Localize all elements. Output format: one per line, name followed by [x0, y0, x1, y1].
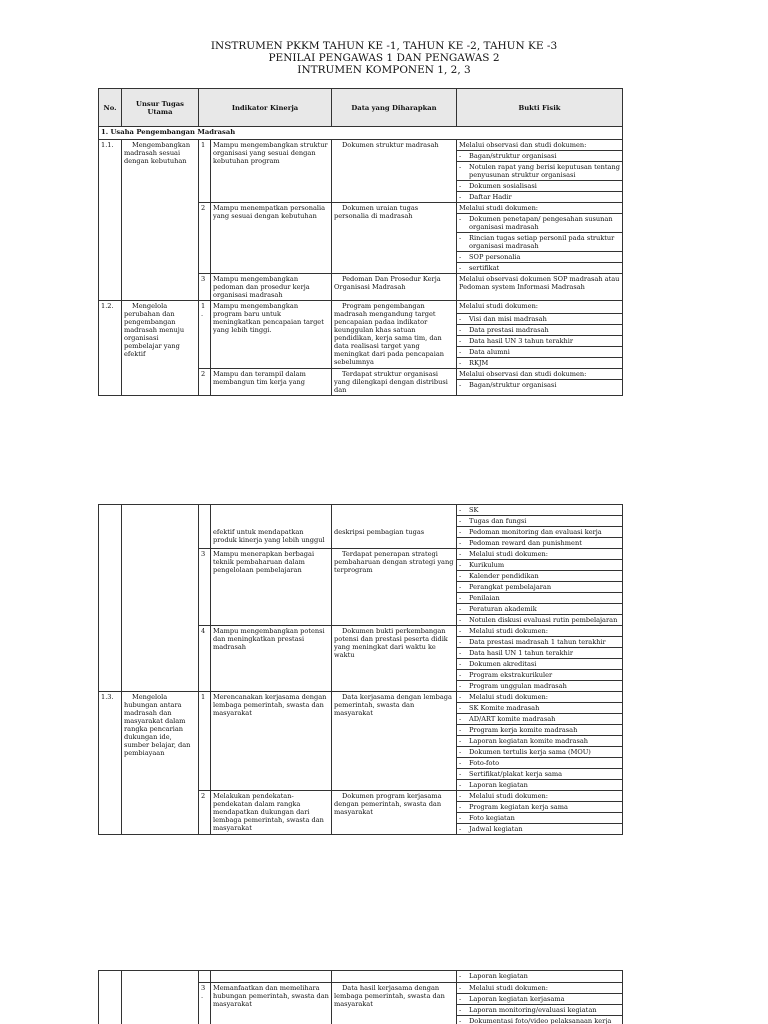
indicator-text: Mampu menerapkan berbagai teknik pembaharuan dalam pengelolaan pembelajaran [211, 549, 332, 626]
unsur-text: Mengembangkan madrasah sesuai dengan kebutuhan [122, 140, 199, 301]
list-item: - Melalui studi dokumen: [457, 692, 622, 703]
list-item: - Pedoman monitoring dan evaluasi kerja [457, 527, 622, 538]
list-item: - Data prestasi madrasah [457, 325, 622, 336]
evidence-heading: Melalui studi dokumen: [457, 301, 622, 314]
list-item: - Sertifikat/plakat kerja sama [457, 769, 622, 780]
list-item: - Kurikulum [457, 560, 622, 571]
evidence-cell [457, 549, 623, 626]
indicator-text: Mampu mengembangkan pedoman dan prosedur kerja organisasi madrasah [211, 274, 332, 301]
indicator-text: Mampu menempatkan personalia yang sesuai dengan kebutuhan [211, 203, 332, 274]
indicator-text [211, 971, 332, 983]
doc-title-line-1: INSTRUMEN PKKM TAHUN KE -1, TAHUN KE -2, TAHUN KE -3 [210, 40, 558, 52]
col-header-no: No. [99, 89, 122, 127]
list-item: - Peraturan akademik [457, 604, 622, 615]
list-item: - Melalui studi dokumen: [457, 791, 622, 802]
unsur-text: Mengelola hubungan antara madrasah dan masyarakat dalam rangka pencarian dukungan ide, sumber belajar, dan pembiayaan [122, 692, 199, 835]
indicator-number: 3 [199, 274, 211, 301]
indicator-number: 1 [199, 692, 211, 791]
list-item: - Dokumen akreditasi [457, 659, 622, 670]
row-number [99, 971, 122, 1024]
list-item: - Daftar Hadir [459, 193, 512, 201]
expected-data: Terdapat penerapan strategi pembaharuan dengan strategi yang terprogram [332, 549, 457, 626]
row-number [99, 505, 122, 692]
unsur-text [122, 505, 199, 692]
list-item: - Laporan monitoring/evaluasi kegiatan [457, 1005, 622, 1016]
evidence-cell [457, 203, 623, 274]
evidence-cell [457, 692, 623, 791]
expected-data [332, 971, 457, 983]
list-item: - Rincian tugas setiap personil pada struktur organisasi madrasah [457, 233, 622, 252]
list-item: - Dokumen penetapan/ pengesahan susunan organisasi madrasah [457, 214, 622, 233]
evidence-cell: Melalui observasi dokumen SOP madrasah atau Pedoman system Informasi Madrasah [457, 274, 623, 301]
section-title: 1. Usaha Pengembangan Madrasah [99, 127, 623, 140]
list-item: - Penilaian [457, 593, 622, 604]
list-item: - Bagan/struktur organisasi [457, 151, 622, 162]
list-item: - Pedoman reward dan punishment [459, 539, 582, 547]
doc-title-line-3: INTRUMEN KOMPONEN 1, 2, 3 [297, 64, 471, 76]
expected-data: deskripsi pembagian tugas [332, 505, 457, 549]
col-header-unsur: Unsur Tugas Utama [122, 89, 199, 127]
list-item: - Data hasil UN 1 tahun terakhir [457, 648, 622, 659]
evidence-heading: Melalui studi dokumen: [457, 203, 622, 214]
expected-data: Pedoman Dan Prosedur Kerja Organisasi Madrasah [332, 274, 457, 301]
evidence-cell [457, 140, 623, 203]
list-item: - Program kerja komite madrasah [457, 725, 622, 736]
list-item: - Laporan kegiatan [459, 972, 528, 980]
indicator-text: Mampu mengembangkan potensi dan meningkatkan prestasi madrasah [211, 626, 332, 692]
list-item: - Dokumen tertulis kerja sama (MOU) [457, 747, 622, 758]
evidence-cell [457, 301, 623, 369]
list-item: - Bagan/struktur organisasi [459, 381, 557, 389]
list-item: - Notulen rapat yang berisi keputusan tentang penyusunan struktur organisasi [457, 162, 622, 181]
list-item: - Data hasil UN 3 tahun terakhir [457, 336, 622, 347]
unsur-text [122, 971, 199, 1024]
list-item: - Notulen diskusi evaluasi rutin pembelajaran [459, 616, 618, 624]
indicator-number: 2 [199, 203, 211, 274]
list-item: - Tugas dan fungsi [457, 516, 622, 527]
indicator-text: Merencanakan kerjasama dengan lembaga pemerintah, swasta dan masyarakat [211, 692, 332, 791]
expected-data: Data kerjasama dengan lembaga pemerintah, swasta dan masyarakat [332, 692, 457, 791]
list-item: - Kalender pendidikan [457, 571, 622, 582]
evidence-heading: Melalui observasi dan studi dokumen: [457, 140, 622, 151]
indicator-number: 3 [199, 549, 211, 626]
evidence-cell [457, 369, 623, 396]
evidence-heading: Melalui observasi dan studi dokumen: [457, 369, 622, 380]
expected-data: Dokumen struktur madrasah [332, 140, 457, 203]
list-item: - Jadwal kegiatan [459, 825, 523, 833]
list-item: - Melalui studi dokumen: [457, 983, 622, 994]
list-item: - SOP personalia [457, 252, 622, 263]
list-item: - Melalui studi dokumen: [457, 626, 622, 637]
doc-title-line-2: PENILAI PENGAWAS 1 DAN PENGAWAS 2 [268, 52, 500, 64]
list-item: - Program kegiatan kerja sama [457, 802, 622, 813]
list-item: - Visi dan misi madrasah [457, 314, 622, 325]
indicator-text: Mampu mengembangkan program baru untuk meningkatkan pencapaian target yang lebih tinggi. [211, 301, 332, 369]
evidence-cell [457, 983, 623, 1024]
list-item: - Laporan kegiatan kerjasama [457, 994, 622, 1005]
list-item: - AD/ART komite madrasah [457, 714, 622, 725]
indicator-number: 1 . [199, 301, 211, 369]
indicator-text: Melakukan pendekatan-pendekatan dalam rangka mendapatkan dukungan dari lembaga pemerintah, swasta dan masyarakat [211, 791, 332, 835]
indicator-number [199, 505, 211, 549]
list-item: - Program unggulan madrasah [459, 682, 567, 690]
indicator-number: 2 [199, 791, 211, 835]
expected-data: Dokumen bukti perkembangan potensi dan prestasi peserta didik yang meningkat dari waktu ke waktu [332, 626, 457, 692]
indicator-text: Mampu dan terampil dalam membangun tim kerja yang [211, 369, 332, 396]
list-item: - Data prestasi madrasah 1 tahun terakhir [457, 637, 622, 648]
row-number: 1.3. [99, 692, 122, 835]
instrument-table-page-2 [98, 504, 623, 835]
instrument-table-page-1 [98, 88, 623, 396]
unsur-text: Mengelola perubahan dan pengembangan madrasah menuju organisasi pembelajar yang efektif [122, 301, 199, 396]
col-header-data: Data yang Diharapkan [332, 89, 457, 127]
list-item: - Laporan kegiatan komite madrasah [457, 736, 622, 747]
list-item: - Data alumni [457, 347, 622, 358]
list-item: - sertifikat [459, 264, 500, 272]
list-item: - Foto kegiatan [457, 813, 622, 824]
list-item: - Dokumentasi foto/video pelaksanaan kerja [459, 1017, 612, 1024]
list-item: - Melalui studi dokumen: [457, 549, 622, 560]
list-item: - Laporan kegiatan [459, 781, 528, 789]
indicator-number: 1 [199, 140, 211, 203]
list-item: - Dokumen sosialisasi [457, 181, 622, 192]
indicator-text: efektif untuk mendapatkan produk kinerja yang lebih unggul [211, 505, 332, 549]
expected-data: Dokumen uraian tugas personalia di madrasah [332, 203, 457, 274]
list-item: - SK [457, 505, 622, 516]
row-number: 1.1. [99, 140, 122, 301]
indicator-text: Memanfaatkan dan memelihara hubungan pemerintah, swasta dan masyarakat [211, 983, 332, 1024]
page-3-clip [0, 970, 768, 1024]
list-item: - Program ekstrakurikuler [457, 670, 622, 681]
evidence-cell [457, 505, 623, 549]
expected-data: Data hasil kerjasama dengan lembaga pemerintah, swasta dan masyarakat [332, 983, 457, 1024]
evidence-cell [457, 791, 623, 835]
list-item: - Foto-foto [457, 758, 622, 769]
indicator-number: 3 . [199, 983, 211, 1024]
evidence-cell [457, 971, 623, 983]
indicator-number: 2 [199, 369, 211, 396]
indicator-number [199, 971, 211, 983]
instrument-table-page-3 [98, 970, 623, 1024]
list-item: - Perangkat pembelajaran [457, 582, 622, 593]
expected-data: Terdapat struktur organisasi yang dilengkapi dengan distribusi dan [332, 369, 457, 396]
evidence-cell [457, 626, 623, 692]
list-item: - SK Komite madrasah [457, 703, 622, 714]
col-header-indikator: Indikator Kinerja [199, 89, 332, 127]
indicator-number: 4 [199, 626, 211, 692]
expected-data: Dokumen program kerjasama dengan pemerintah, swasta dan masyarakat [332, 791, 457, 835]
indicator-text: Mampu mengembangkan struktur organisasi yang sesuai dengan kebutuhan program [211, 140, 332, 203]
col-header-bukti: Bukti Fisik [457, 89, 623, 127]
list-item: - RKJM [459, 359, 489, 367]
expected-data: Program pengembangan madrasah mengandung target pencapaian padaa indikator keunggulan khas satuan pendidikan, kerja sama tim, dan data realisasi target yang meningkat dari pada pencapaian sebelumnya [332, 301, 457, 369]
row-number: 1.2. [99, 301, 122, 396]
